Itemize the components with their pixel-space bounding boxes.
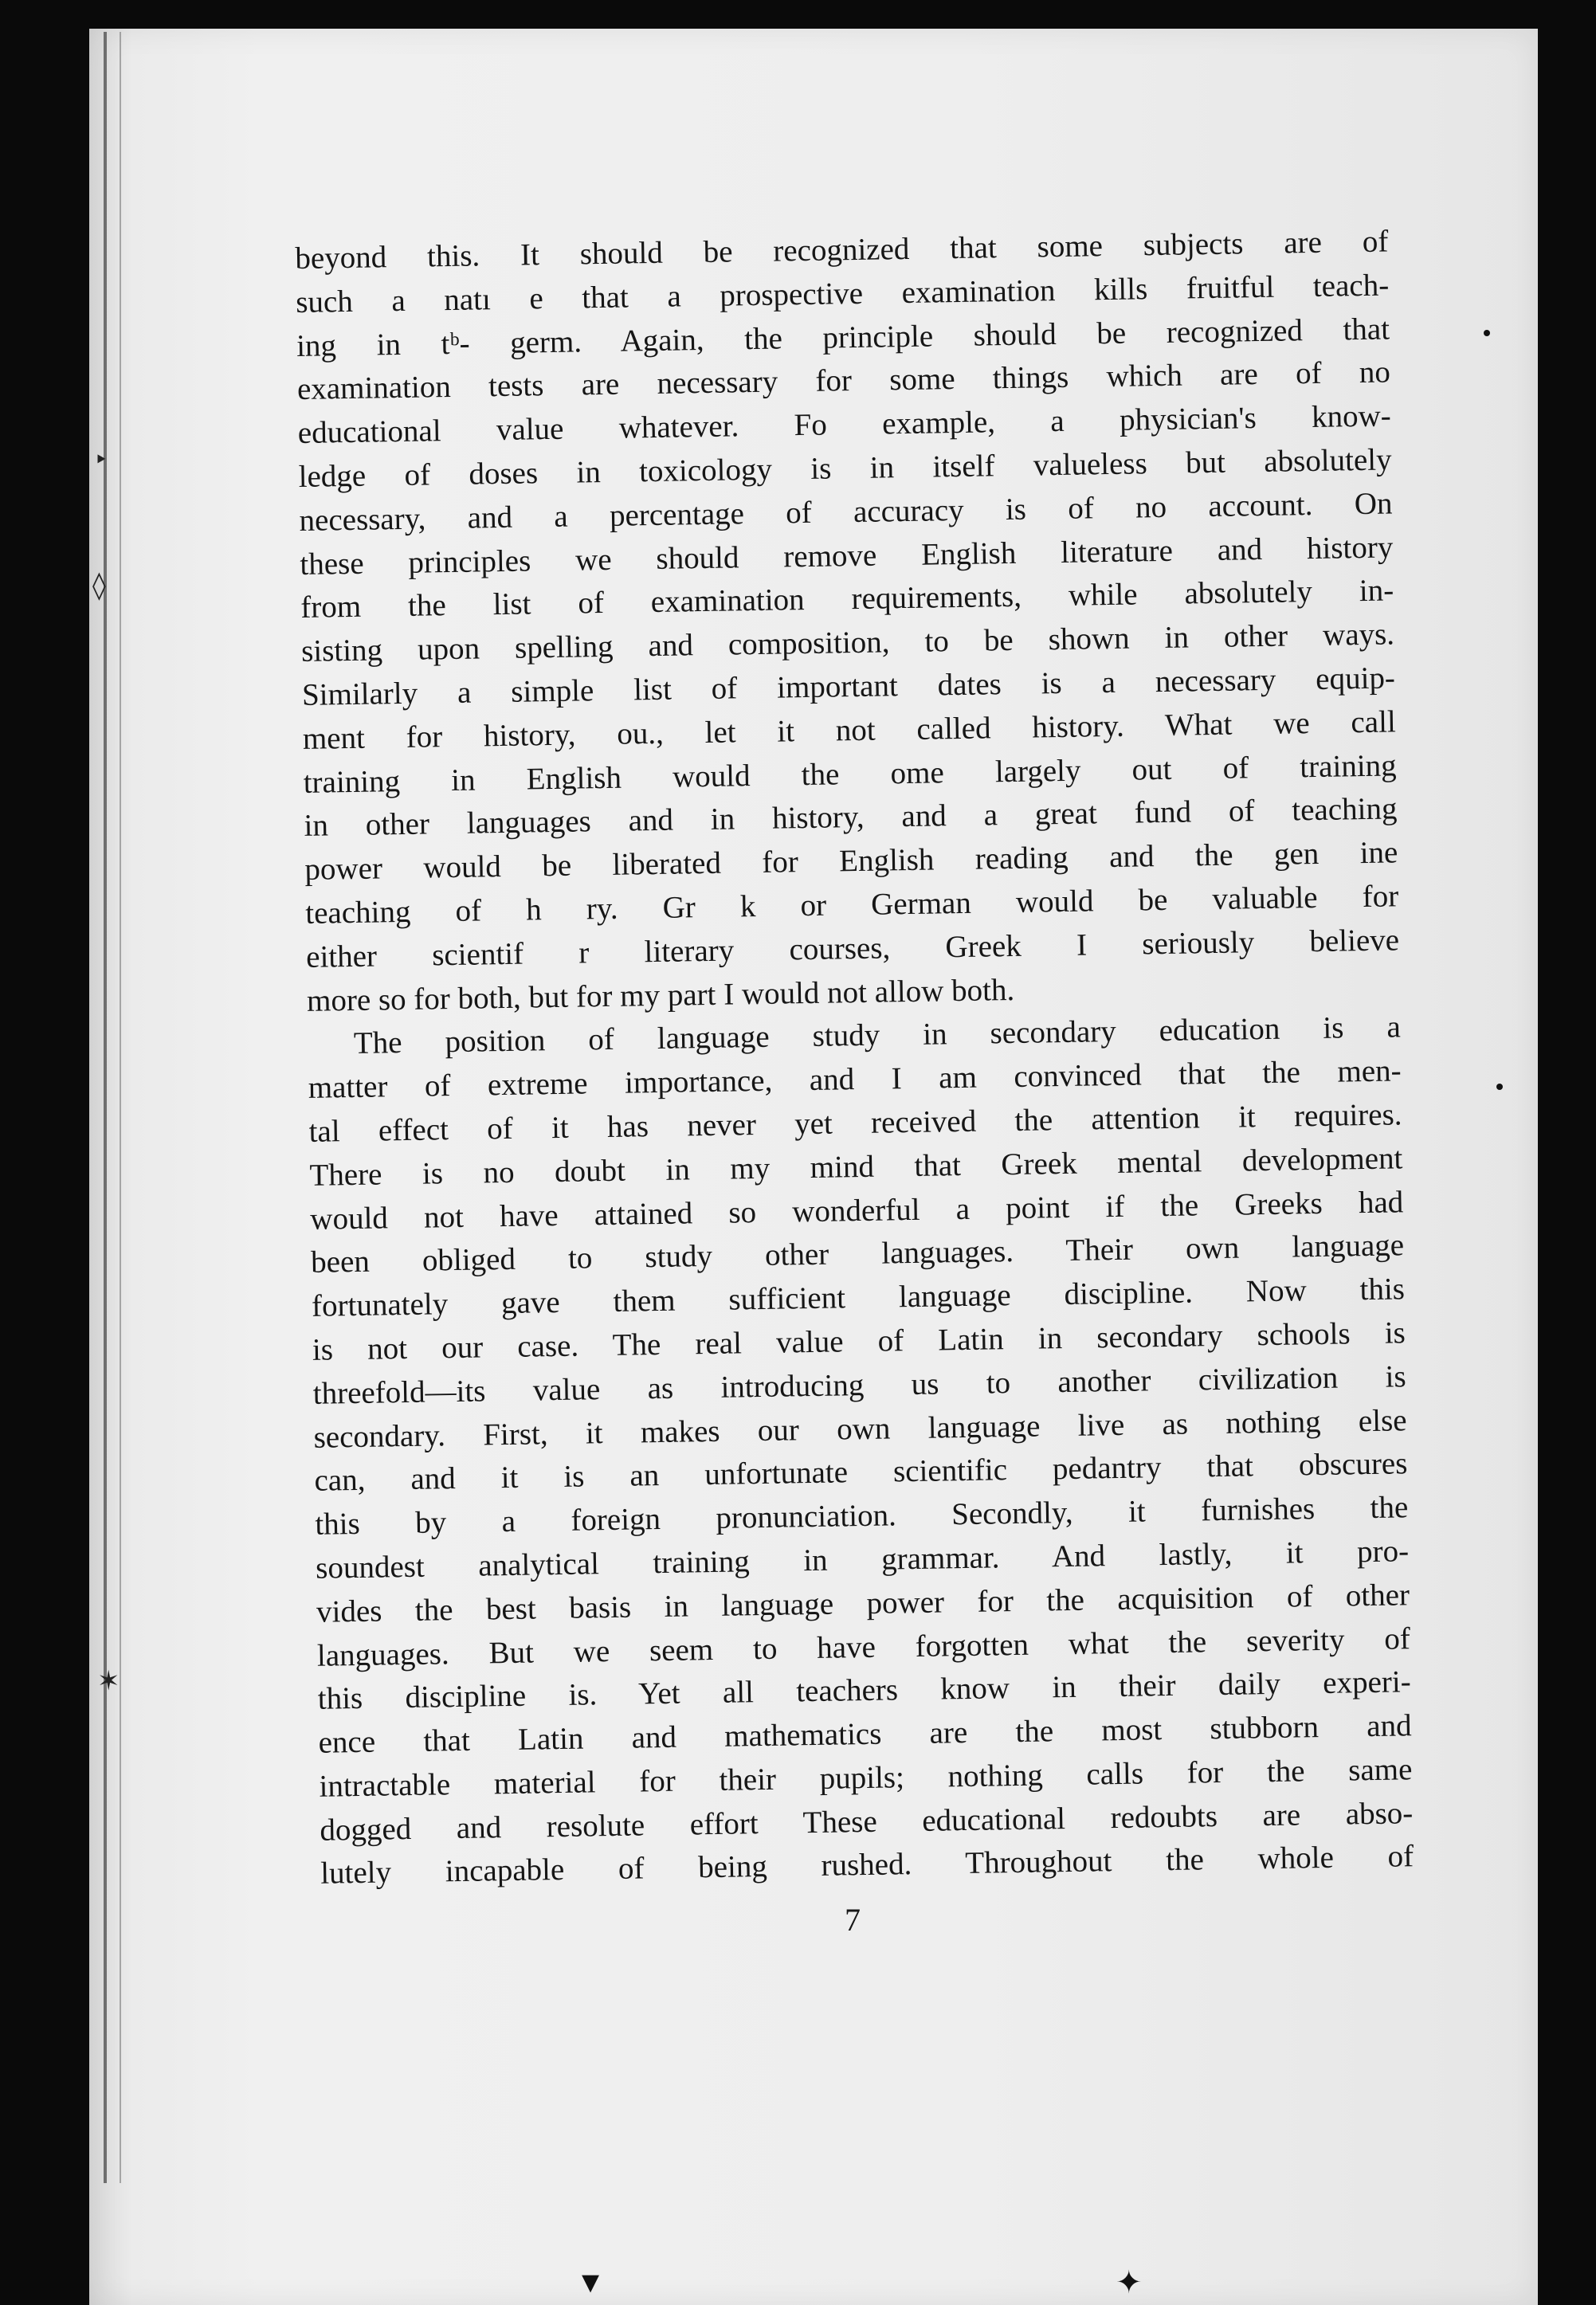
margin-mark-middle: ◊ [92,570,106,602]
text-line: soundest analytical training in grammar. And lastly, it pro- [315,1534,1410,1586]
bottom-scan-mark-1: ▾ [582,2261,600,2302]
text-line: Similarly a simple list of important dates is a necessary equip- [301,661,1396,712]
text-line: threefold—its value as introducing us to another civilization is [312,1358,1406,1411]
text-line: educational value whatever. Fo example, a physician's know- [297,398,1392,451]
text-line: power would be liberated for English reading and the gen ine [304,835,1398,888]
text-line: beyond this. It should be recognized that some subjects are of [295,224,1389,276]
text-line: been obliged to study other languages. Their own language [310,1228,1405,1280]
text-line: examination tests are necessary for some things which are of no [296,355,1391,407]
binding-edge-line [104,32,107,2183]
text-line: in other languages and in history, and a great fund of teaching [304,791,1398,844]
paragraph-1 [295,220,1400,1023]
page-number: 7 [845,1902,861,1938]
text-line: ment for history, ou., let it not called history. What we call [302,704,1397,756]
paragraph-2 [307,1006,1414,1896]
text-line: tal effect of it has never yet received the attention it requires. [308,1097,1402,1149]
text-line: such a natı e that a prospective examination kills fruitful teach- [295,268,1390,319]
text-line: intractable material for their pupils; nothing calls for the same [319,1752,1413,1804]
text-line: vides the best basis in language power for the acquisition of other [316,1577,1410,1629]
text-line: lutely incapable of being rushed. Throughout the whole of [320,1839,1414,1891]
text-line: training in English would the ome largely out of training [303,747,1397,800]
text-line: necessary, and a percentage of accuracy is of no account. On [299,486,1393,538]
text-line: can, and it is an unfortunate scientific pedantry that obscures [314,1446,1408,1499]
text-line: The position of language study in secondary education is a [353,1009,1402,1061]
text-line: is not our case. The real value of Latin in secondary schools is [312,1315,1406,1367]
text-line: either scientif r literary courses, Greek I seriously believe [305,923,1400,974]
text-line: more so for both, but for my part I would not allow both. [306,972,1015,1018]
text-line: There is no doubt in my mind that Greek mental development [309,1141,1403,1193]
page-body-text [295,220,1414,1894]
margin-mark-bottom: ✶ [97,1665,120,1697]
text-line: would not have attained so wonderful a point if the Greeks had [310,1184,1404,1237]
text-line: from the list of examination requirements, while absolutely in- [300,573,1394,625]
text-line: dogged and resolute effort These educational redoubts are abso- [320,1795,1414,1848]
text-line: ence that Latin and mathematics are the most stubborn and [318,1708,1412,1760]
margin-mark-top: ‣ [94,446,108,474]
text-line: matter of extreme importance, and I am convinced that the men- [308,1053,1402,1106]
text-line: this discipline is. Yet all teachers know in their daily experi- [317,1664,1411,1717]
text-line: secondary. First, it makes our own language live as nothing else [313,1402,1407,1455]
speck-dot-2 [1496,1084,1503,1090]
text-line: ledge of doses in toxicology is in itself valueless but absolutely [298,442,1392,494]
binding-edge-line-inner [120,32,121,2183]
text-line: these principles we should remove English literature and history [300,529,1394,582]
text-line: ing in tᵇ- germ. Again, the principle should be recognized that [296,312,1390,363]
text-line: fortunately gave them sufficient language discipline. Now this [311,1272,1406,1323]
text-line: sisting upon spelling and composition, to be shown in other ways. [300,617,1395,669]
speck-dot-1 [1484,330,1490,336]
text-line: this by a foreign pronunciation. Secondly, it furnishes the [315,1490,1409,1542]
text-line: languages. But we seem to have forgotten what the severity of [316,1621,1411,1673]
bottom-scan-mark-2: ✦ [1116,2264,1143,2301]
text-line: teaching of h ry. Gr k or German would be valuable for [304,879,1399,931]
